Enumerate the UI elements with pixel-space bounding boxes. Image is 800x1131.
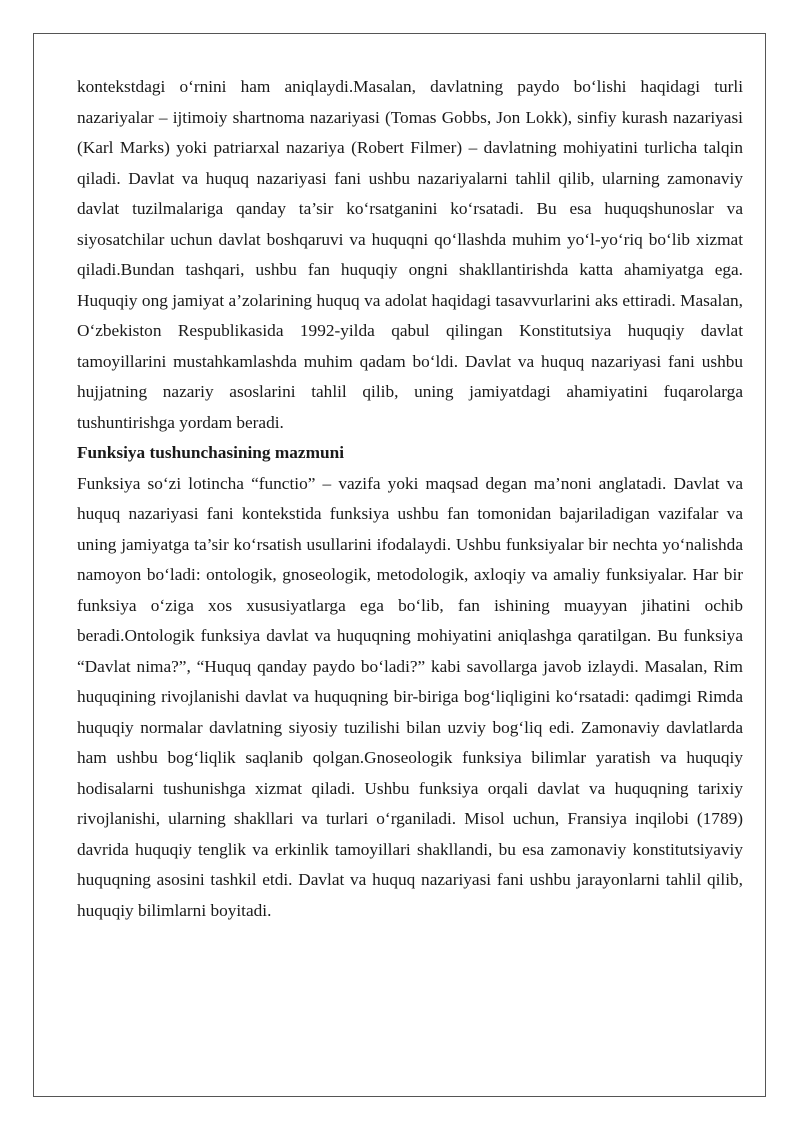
body-paragraph-1: kontekstdagi o‘rnini ham aniqlaydi.Masalan, davlatning paydo bo‘lishi haqidagi turli nazariyalar – ijtimoiy shartnoma nazariyasi (Tomas Gobbs, Jon Lokk), sinfiy kurash nazariyasi (Karl Marks) yoki patriarxal nazariya (Robert Filmer) – davlatning mohiyatini turlicha talqin qiladi. Davlat va huquq nazariyasi fani ushbu nazariyalarni tahlil qilib, ularning zamonaviy davlat tuzilmalariga qanday ta’sir ko‘rsatganini ko‘rsatadi. Bu esa huquqshunoslar va siyosatchilar uchun davlat boshqaruvi va huquqni qo‘llashda muhim yo‘l-yo‘riq bo‘lib xizmat qiladi.Bundan tashqari, ushbu fan huquqiy ongni shakllantirishda katta ahamiyatga ega. Huquqiy ong jamiyat a’zolarining huquq va adolat haqidagi tasavvurlarini aks ettiradi. Masalan, O‘zbekiston Respublikasida 1992-yilda qabul qilingan Konstitutsiya huquqiy davlat tamoyillarini mustahkamlashda muhim qadam bo‘ldi. Davlat va huquq nazariyasi fani ushbu hujjatning nazariy asoslarini tahlil qilib, uning jamiyatdagi ahamiyatini fuqarolarga tushuntirishga yordam beradi. (77, 77, 743, 432)
body-paragraph-2: Funksiya so‘zi lotincha “functio” – vazifa yoki maqsad degan ma’noni anglatadi. Davlat va huquq nazariyasi fani kontekstida funksiya ushbu fan tomonidan bajariladigan vazifalar va uning jamiyatga ta’sir ko‘rsatish usullarini ifodalaydi. Ushbu funksiyalar bir nechta yo‘nalishda namoyon bo‘ladi: ontologik, gnoseologik, metodologik, axloqiy va amaliy funksiyalar. Har bir funksiya o‘ziga xos xususiyatlarga ega bo‘lib, fan ishining muayyan jihatini ochib beradi.Ontologik funksiya davlat va huquqning mohiyatini aniqlashga qaratilgan. Bu funksiya “Davlat nima?”, “Huquq qanday paydo bo‘ladi?” kabi savollarga javob izlaydi. Masalan, Rim huquqining rivojlanishi davlat va huquqning bir-biriga bog‘liqligini ko‘rsatadi: qadimgi Rimda huquqiy normalar davlatning siyosiy tuzilishi bilan uzviy bog‘liq edi. Zamonaviy davlatlarda ham ushbu bog‘liqlik saqlanib qolgan.Gnoseologik funksiya bilimlar yaratish va huquqiy hodisalarni tushunishga xizmat qiladi. Ushbu funksiya orqali davlat va huquqning tarixiy rivojlanishi, ularning shakllari va turlari o‘rganiladi. Misol uchun, Fransiya inqilobi (1789) davrida huquqiy tenglik va erkinlik tamoyillari shakllandi, bu esa zamonaviy konstitutsiyaviy huquqning asosini tashkil etdi. Davlat va huquq nazariyasi fani ushbu jarayonlarni tahlil qilib, huquqiy bilimlarni boyitadi. (77, 473, 743, 920)
document-body (77, 72, 743, 926)
section-heading: Funksiya tushunchasining mazmuni (77, 443, 344, 462)
